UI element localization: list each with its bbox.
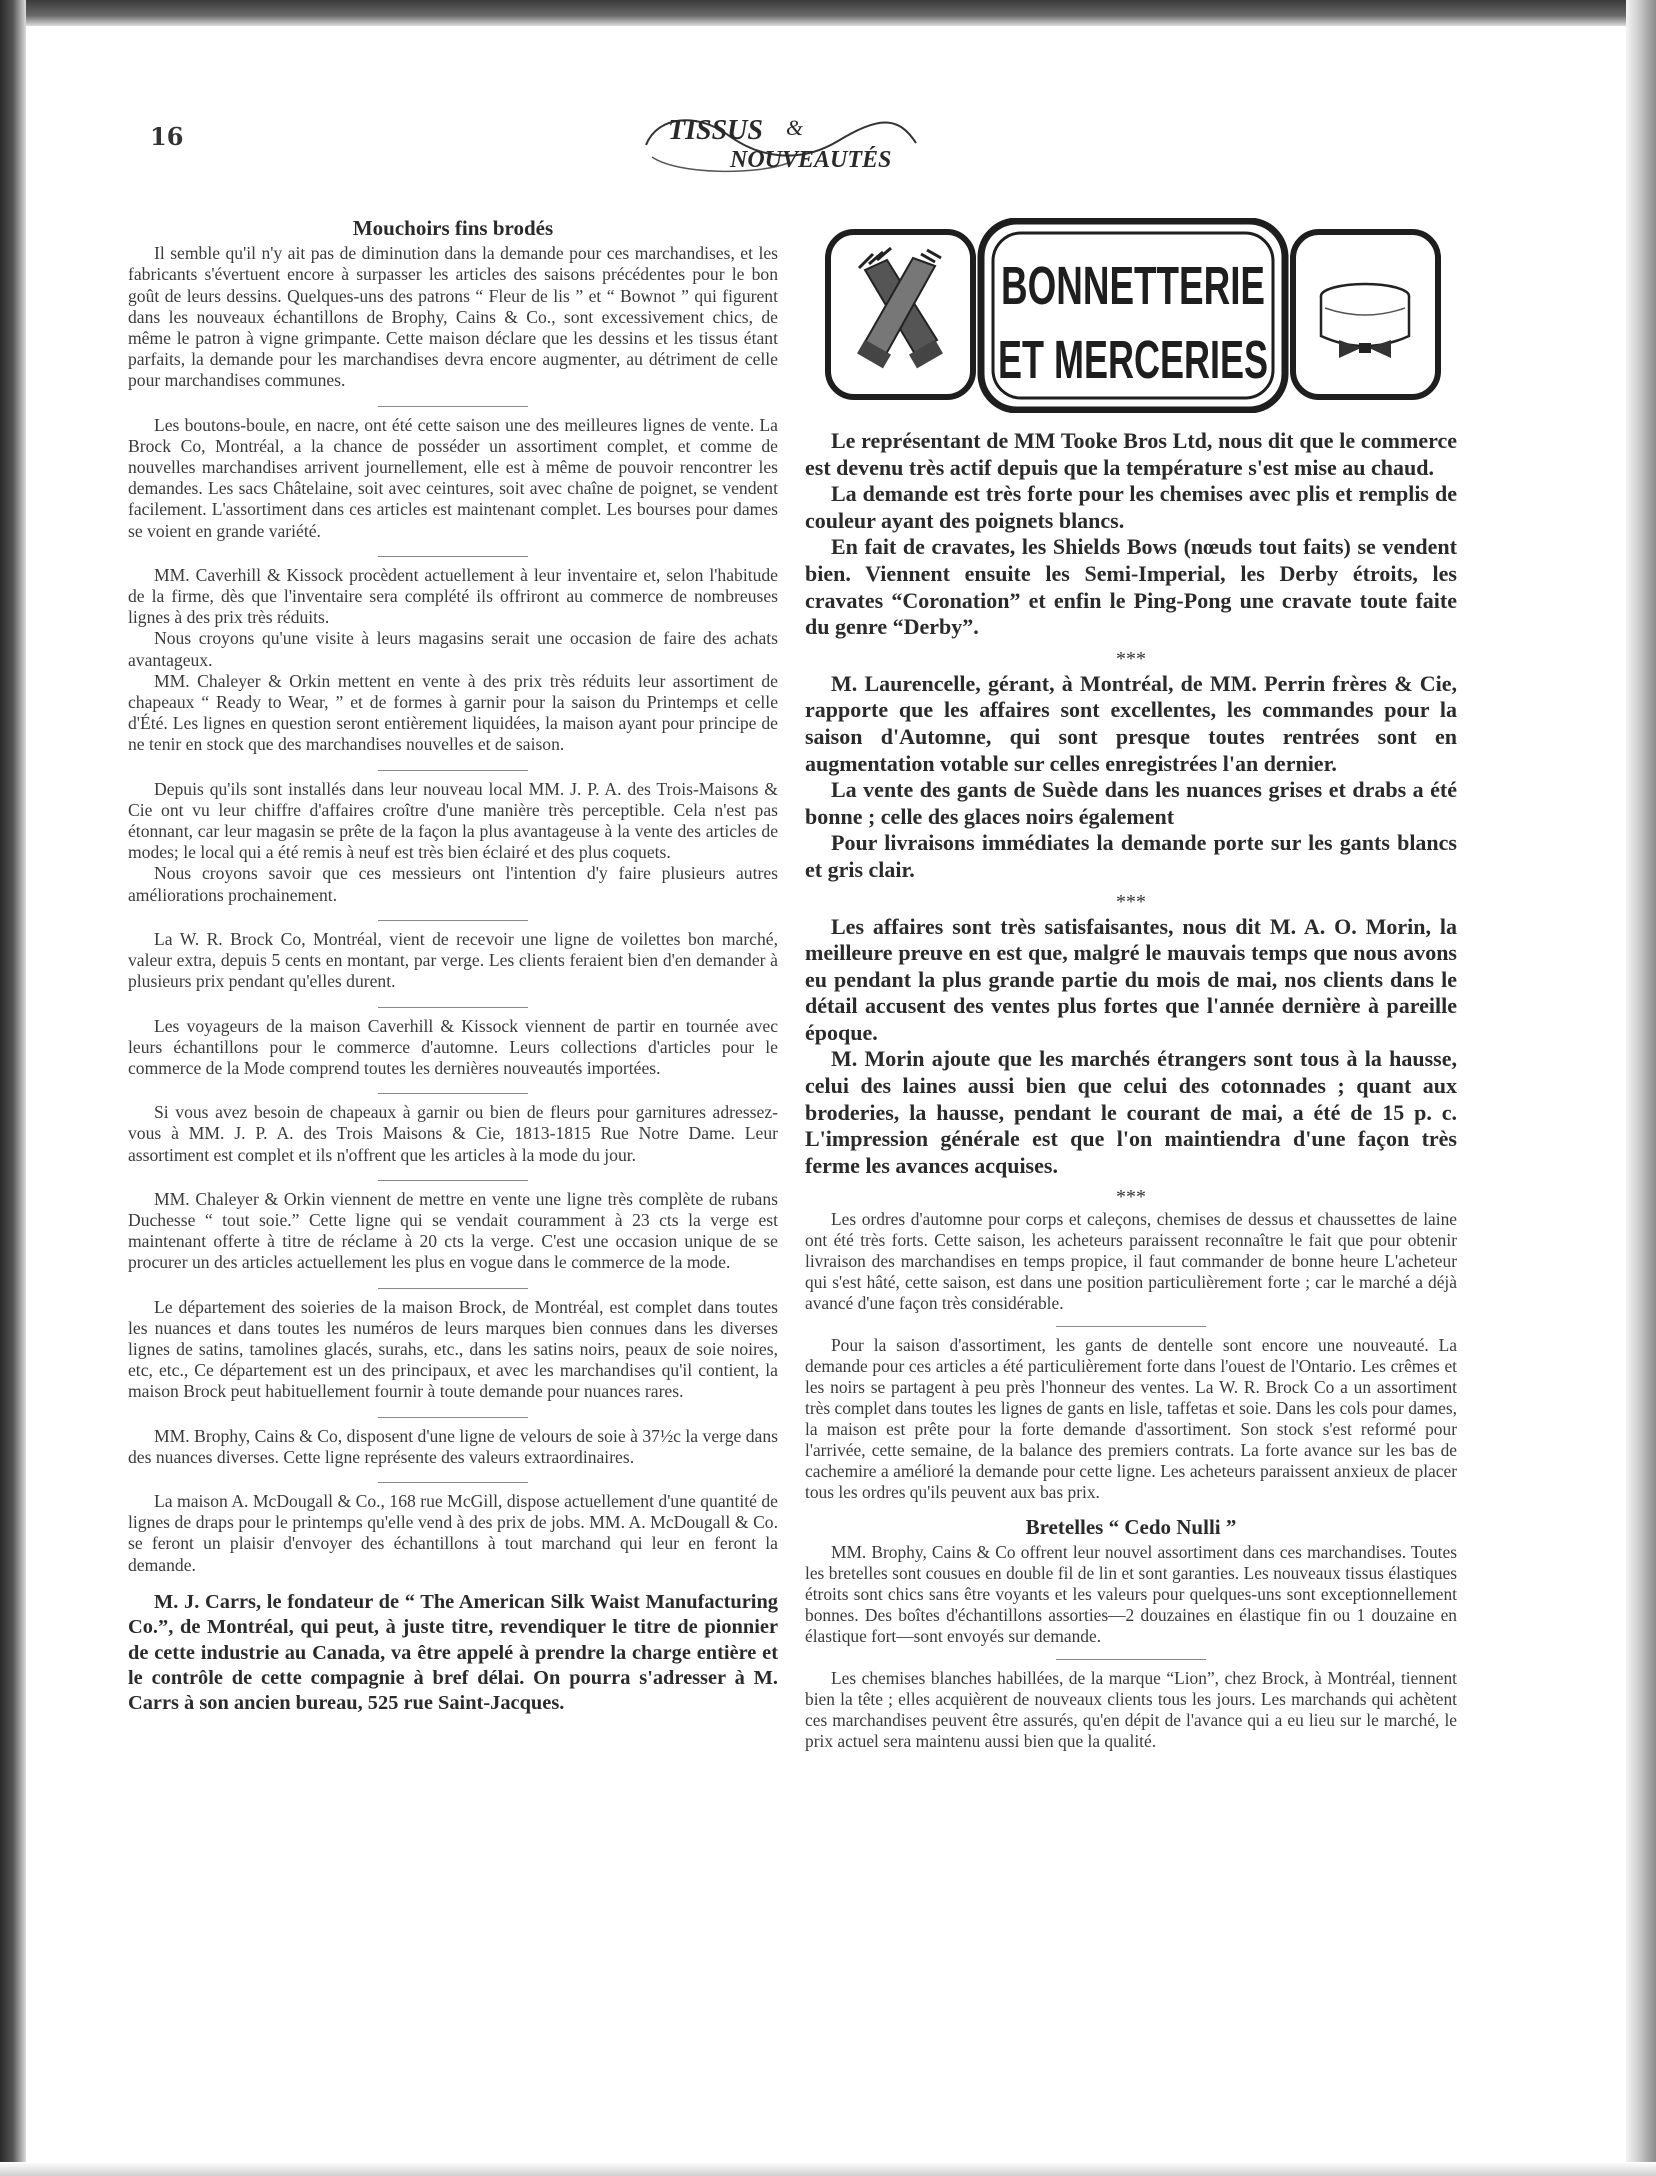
article-block xyxy=(128,1102,778,1166)
paragraph: Les voyageurs de la maison Caverhill & Kissock viennent de partir en tournée avec leurs échantillons pour le commerce d'automne. Leurs collections d'articles pour le commerce de la Mode comprend toutes les dernières nouveautés importées. xyxy=(128,1015,778,1078)
paragraph: MM. Chaleyer & Orkin viennent de mettre en vente une ligne très complète de rubans Duchesse “ tout soie.” Cette ligne qui se vendait couramment à 23 cts la verge est maintenant offerte à titre de réclame à 20 cts la verge. C'est une occasion unique de se procurer un des articles actuellement les plus en vogue dans le commerce de la mode. xyxy=(128,1188,778,1273)
banner-line1: BONNETTERIE xyxy=(1001,256,1265,316)
separator-rule xyxy=(378,920,528,921)
article-block xyxy=(128,1426,778,1468)
page-number: 16 xyxy=(150,122,184,151)
paragraph-large: M. Morin ajoute que les marchés étrangers sont tous à la hausse, celui des laines aussi bien que celui des cotonnades ; quant aux broderies, la hausse, pendant le courant de mai, a été de 15 p. c. L'impression générale est que l'on maintiendra d'une façon très ferme les avances acquises. xyxy=(805,1046,1457,1178)
masthead-line2: NOUVEAUTÉS xyxy=(730,147,892,173)
article-block xyxy=(128,1189,778,1274)
article-block xyxy=(128,1016,778,1080)
article-block xyxy=(128,779,778,906)
paragraph: MM. Caverhill & Kissock procèdent actuellement à leur inventaire et, selon l'habitude de la firme, dès que l'inventaire sera complété ils offriront au commerce de nombreuses lignes à des prix très réduits. xyxy=(128,564,778,628)
article-block xyxy=(805,1209,1457,1314)
right-small-articles xyxy=(805,1209,1457,1752)
article-block xyxy=(128,243,778,391)
article-block xyxy=(128,929,778,993)
scan-border-left xyxy=(0,0,26,2176)
paragraph-large: M. J. Carrs, le fondateur de “ The American Silk Waist Manufacturing Co.”, de Montréal, qui peut, à juste titre, revendiquer le titre de pionnier de cette industrie au Canada, va être appelé à prendre la charge entière et le contrôle de cette compagnie à bref délai. On pourra s'adresser à M. Carrs à son ancien bureau, 525 rue Saint-Jacques. xyxy=(128,1590,778,1715)
paragraph: MM. Brophy, Cains & Co, disposent d'une ligne de velours de soie à 37½c la verge dans des nuances diverses. Cette ligne représente des valeurs extraordinaires. xyxy=(128,1425,778,1467)
paragraph-large: M. Laurencelle, gérant, à Montréal, de MM. Perrin frères & Cie, rapporte que les affaires sont excellentes, les commandes pour la saison d'Automne, qui sont presque toutes rentrées sont en augmentation votable sur celles enregistrées l'an dernier. xyxy=(805,670,1457,776)
left-heading: Mouchoirs fins brodés xyxy=(352,216,554,240)
article-block xyxy=(128,1590,778,1717)
article-block xyxy=(128,1491,778,1576)
separator-rule xyxy=(1056,1659,1206,1660)
paragraph-large: Le représentant de MM Tooke Bros Ltd, nous dit que le commerce est devenu très actif depuis que la température s'est mise au chaud. xyxy=(805,428,1457,480)
separator-rule xyxy=(378,556,528,557)
stars-divider: *** xyxy=(1116,647,1146,670)
separator-rule xyxy=(378,1288,528,1289)
separator-rule xyxy=(378,1007,528,1008)
paragraph-large: En fait de cravates, les Shields Bows (nœuds tout faits) se vendent bien. Viennent ensuite les Semi-Imperial, les Derby étroits, les cravates “Coronation” et enfin le Ping-Pong une cravate toute faite du genre “Derby”. xyxy=(805,534,1457,640)
left-column xyxy=(128,218,778,1731)
subheading: Bretelles “ Cedo Nulli ” xyxy=(1025,1515,1237,1540)
paragraph: Il semble qu'il n'y ait pas de diminution dans la demande pour ces marchandises, et les fabricants s'évertuent encore à surpasser les articles des saisons précédentes pour le bon goût de leurs dessins. Quelques-uns des patrons “ Fleur de lis ” et “ Bownot ” qui figurent dans les nouveaux échantillons de Brophy, Cains & Co., sont excessivement chics, de même le patron à vigne grimpante. Cette maison déclare que les dessins et les tissus étant parfaits, la demande pour les marchandises devra encore augmenter, au détriment de celle pour marchandises communes. xyxy=(128,243,778,391)
stars-divider: *** xyxy=(1116,890,1146,913)
separator-rule xyxy=(378,770,528,771)
separator-rule xyxy=(378,406,528,407)
paragraph: Pour la saison d'assortiment, les gants de dentelle sont encore une nouveauté. La demande pour ces articles a été particulièrement forte dans l'ouest de l'Ontario. Les crêmes et les noirs se partagent à peu près l'honneur des ventes. La W. R. Brock Co a un assortiment très complet dans toutes les lignes de gants en lisle, taffetas et soie. Dans les cols pour dames, la maison est prête pour la forte demande d'assortiment. Son stock s'est reformé pour l'arrivée, cette semaine, de la balance des premiers contrats. La forte avance sur les bas de cachemire a amélioré la demande pour cette ligne. Les acheteurs paraissent anxieux de placer tous les ordres qu'ils peuvent aux bas prix. xyxy=(805,1335,1457,1503)
paragraph: Le département des soieries de la maison Brock, de Montréal, est complet dans toutes les nuances et dans toutes les numéros de leurs marques bien connues dans les diverses lignes de satins, tamolines glacés, surahs, etc., dans les satins noirs, peaux de soie noires, etc, etc., Ce département est un des principaux, et avec les marchandises qu'il contient, la maison Brock peut habituellement fournir à toute demande pour nuances rares. xyxy=(128,1296,778,1402)
separator-rule xyxy=(378,1482,528,1483)
paragraph: Nous croyons savoir que ces messieurs ont l'intention d'y faire plusieurs autres améliorations prochainement. xyxy=(128,863,778,905)
separator-rule xyxy=(378,1417,528,1418)
masthead-ampersand: & xyxy=(786,115,804,140)
scan-border-right xyxy=(1626,0,1656,2176)
scan-border-top xyxy=(0,0,1656,26)
paragraph: Les chemises blanches habillées, de la marque “Lion”, chez Brock, à Montréal, tiennent bien la tête ; elles acquièrent de nouveaux clients tous les jours. Les marchands qui achètent ces marchandises peuvent être assurés, qu'en dépit de l'avance qui a eu lieu sur le marché, le prix actuel sera maintenu aussi bien que la qualité. xyxy=(805,1668,1457,1752)
paragraph: MM. Chaleyer & Orkin mettent en vente à des prix très réduits leur assortiment de chapeaux “ Ready to Wear, ” et de formes à garnir pour la saison du Printemps et celle d'Été. Les lignes en question seront entièrement liquidées, la maison ayant pour principe de ne tenir en stock que des marchandises nouvelles et de saison. xyxy=(128,670,778,755)
masthead-line1: TISSUS xyxy=(668,115,763,146)
paragraph: Nous croyons qu'une visite à leurs magasins serait une occasion de faire des achats avantageux. xyxy=(128,628,778,670)
article-block xyxy=(805,1542,1457,1647)
article-block xyxy=(128,1297,778,1403)
article-block xyxy=(128,415,778,542)
paragraph: La W. R. Brock Co, Montréal, vient de recevoir une ligne de voilettes bon marché, valeur extra, depuis 5 cents en montant, par verge. Les clients feraient bien d'en demander à plusieurs prix pendant qu'elles durent. xyxy=(128,928,778,992)
separator-rule xyxy=(1056,1326,1206,1327)
scan-border-bottom xyxy=(0,2162,1656,2176)
paragraph: MM. Brophy, Cains & Co offrent leur nouvel assortiment dans ces marchandises. Toutes les bretelles sont cousues en double fil de lin et sont garanties. Les nouveaux tissus élastiques étroits sont chics sans être voyants et les valeurs pour quelques-uns sont exceptionnellement bonnes. Des boîtes d'échantillons assorties—2 douzaines en élastique fin ou 1 douzaine en élastique fort—sont envoyés sur demande. xyxy=(805,1542,1457,1647)
article-block xyxy=(128,565,778,756)
article-block xyxy=(805,1668,1457,1752)
paragraph: Les ordres d'automne pour corps et caleçons, chemises de dessus et chaussettes de laine ont été très forts. Cette saison, les acheteurs paraissent reconnaître le fait que pour obtenir livraison des marchandises en temps propice, il faut commander de bonne heure L'acheteur qui s'est hâté, cette saison, est dans une position particulièrement forte ; car le marché a déjà avancé d'une façon très considérable. xyxy=(805,1209,1457,1314)
right-column xyxy=(805,218,1457,1764)
banner-line2: ET MERCERIES xyxy=(998,330,1268,390)
paragraph: Depuis qu'ils sont installés dans leur nouveau local MM. J. P. A. des Trois-Maisons & Cie ont vu leur chiffre d'affaires croître d'une manière très perceptible. Cela n'est pas étonnant, car leur magasin se prête de la façon la plus avantageuse à la vente des articles de modes; le local qui a été remis à neuf est très bien éclairé et des plus coquets. xyxy=(128,778,778,863)
paragraph-large: La vente des gants de Suède dans les nuances grises et drabs a été bonne ; celle des glaces noirs également xyxy=(805,777,1457,829)
paragraph-large: Les affaires sont très satisfaisantes, nous dit M. A. O. Morin, la meilleure preuve en est que, malgré le mauvais temps que nous avons eu pendant la plus grande partie du mois de mai, nos clients dans le détail accusent des ventes plus fortes que l'année dernière à pareille époque. xyxy=(805,913,1457,1045)
right-large-articles xyxy=(805,428,1457,1207)
separator-rule xyxy=(378,1180,528,1181)
section-banner xyxy=(825,218,1441,413)
paragraph: Les boutons-boule, en nacre, ont été cette saison une des meilleures lignes de vente. La Brock Co, Montréal, a la chance de posséder un assortiment complet, et comme de nouvelles marchandises arrivent journellement, elle est à même de pouvoir rencontrer les demandes. Les sacs Châtelaine, soit avec ceintures, soit avec chaîne de poignet, se vendent facilement. L'assortiment dans ces articles est maintenant complet. Les bourses pour dames se voient en grande variété. xyxy=(128,414,778,541)
paragraph: Si vous avez besoin de chapeaux à garnir ou bien de fleurs pour garnitures adressez-vous à MM. J. P. A. des Trois Maisons & Cie, 1813-1815 Rue Notre Dame. Leur assortiment est complet et ils n'offrent que les articles à la mode du jour. xyxy=(128,1102,778,1165)
article-block xyxy=(805,1335,1457,1503)
paragraph-large: Pour livraisons immédiates la demande porte sur les gants blancs et gris clair. xyxy=(805,830,1457,882)
stars-divider: *** xyxy=(1116,1186,1146,1209)
paragraph: La maison A. McDougall & Co., 168 rue McGill, dispose actuellement d'une quantité de lignes de draps pour le printemps qu'elle vend à des prix de jobs. MM. A. McDougall & Co. se feront un plaisir d'envoyer des échantillons à tout marchand qui leur en feront la demande. xyxy=(128,1490,778,1575)
masthead-logo xyxy=(638,105,923,177)
separator-rule xyxy=(378,1093,528,1094)
paragraph-large: La demande est très forte pour les chemises avec plis et remplis de couleur ayant des poignets blancs. xyxy=(805,481,1457,533)
